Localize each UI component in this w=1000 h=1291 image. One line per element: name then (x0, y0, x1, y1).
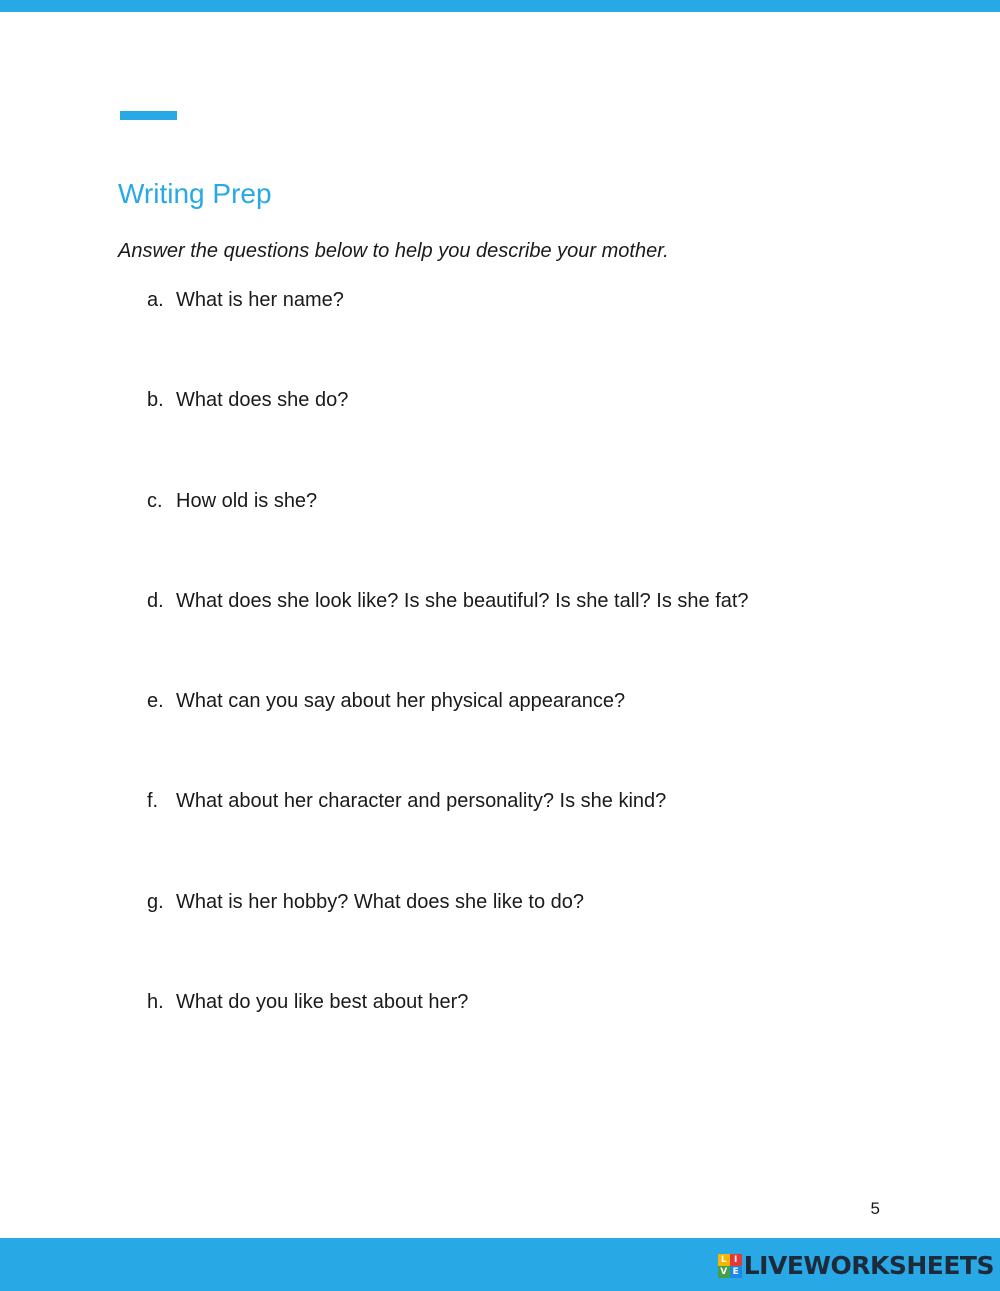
liveworksheets-brand[interactable] (718, 1249, 994, 1283)
question-text: What about her character and personality? Is she kind? (176, 790, 667, 813)
question-item-a (147, 286, 749, 386)
logo-letter-v: V (718, 1266, 730, 1278)
question-item-f (147, 787, 749, 887)
title-accent-dash (120, 111, 177, 120)
question-item-d (147, 587, 749, 687)
logo-letter-e: E (730, 1266, 742, 1278)
question-text: What does she look like? Is she beautiful? Is she tall? Is she fat? (176, 589, 749, 612)
question-text: What does she do? (176, 389, 349, 412)
instructions-text: Answer the questions below to help you describe your mother. (118, 240, 669, 262)
question-text: How old is she? (176, 489, 318, 512)
question-item-g (147, 888, 749, 988)
question-marker: d. (147, 589, 164, 612)
question-marker: f. (147, 790, 159, 813)
question-text: What is her hobby? What does she like to do? (176, 890, 585, 913)
question-marker: c. (147, 489, 163, 512)
question-text: What do you like best about her? (176, 991, 469, 1014)
page-title: Writing Prep (118, 178, 272, 209)
question-item-c (147, 487, 749, 587)
question-list (147, 286, 749, 1088)
question-item-e (147, 687, 749, 787)
page-number: 5 (870, 1199, 880, 1218)
footer-bar (0, 1238, 1000, 1291)
question-text: What can you say about her physical appearance? (176, 690, 626, 713)
question-text: What is her name? (176, 289, 344, 311)
logo-letter-l: L (718, 1254, 730, 1266)
question-marker: e. (147, 690, 164, 713)
liveworksheets-logo-icon (718, 1254, 742, 1278)
brand-name: LIVEWORKSHEETS (743, 1251, 994, 1280)
question-item-h (147, 988, 749, 1088)
question-marker: g. (147, 890, 164, 913)
question-marker: h. (147, 991, 164, 1014)
question-item-b (147, 386, 749, 486)
question-marker: a. (147, 289, 164, 311)
logo-letter-i: I (730, 1254, 742, 1266)
top-accent-bar (0, 0, 1000, 12)
question-marker: b. (147, 389, 164, 412)
